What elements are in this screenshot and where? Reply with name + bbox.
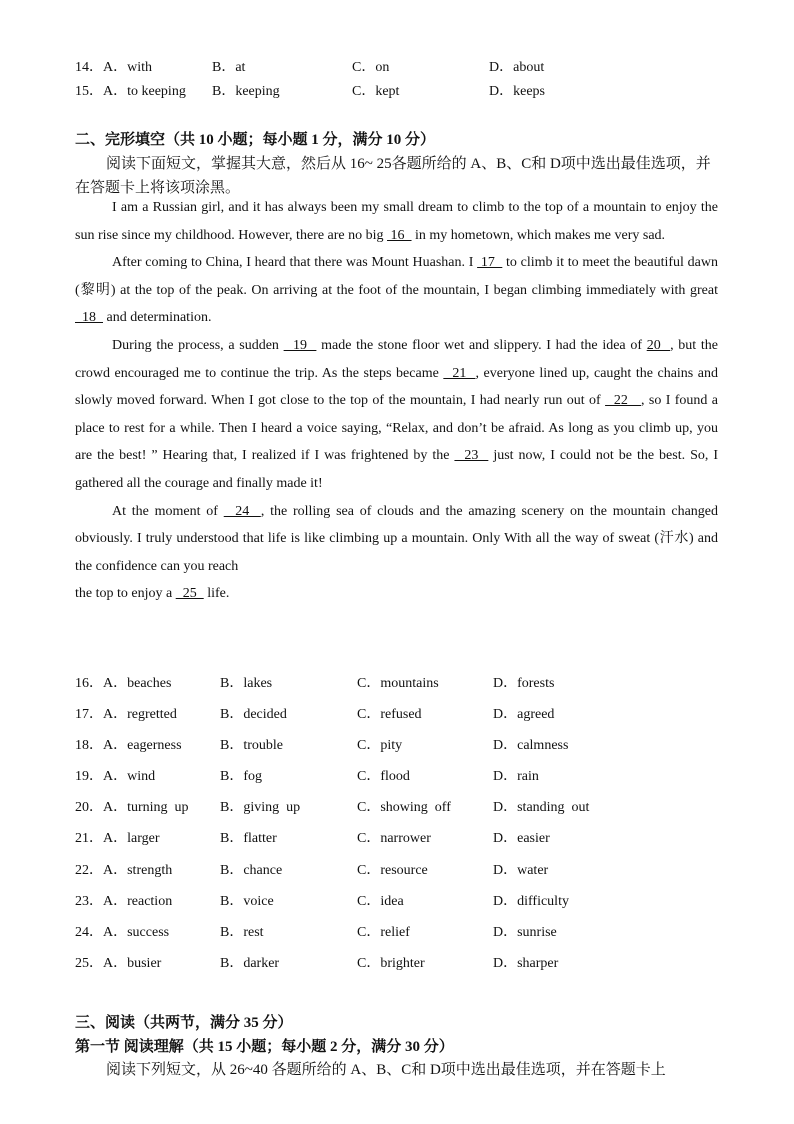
text: , everyone lined up, caught the chains and slowly moved forward. When I got close to the top of the mountain, I had nearly run out of: [75, 365, 719, 409]
blank-23: 23: [454, 448, 489, 464]
blank-19: 19: [283, 337, 317, 353]
text: After coming to China, I heard that there was Mount Huashan. I: [112, 255, 478, 271]
option-b: B．giving up: [220, 800, 301, 815]
text: in my hometown, which makes me very sad.: [411, 227, 666, 243]
instruction-text: 阅读下面短文，掌握其大意，然后从 16~ 25各题所给的 A、B、C和 D项中选出最佳选项，并在答题卡上将该项涂黑。: [75, 156, 711, 196]
instruction-text: 阅读下列短文，从 26~40 各题所给的 A、B、C和 D项中选出最佳选项，并在答题卡上: [106, 1062, 666, 1078]
option-d: D．difficulty: [493, 894, 569, 909]
question-number: 20．: [75, 800, 103, 815]
option-b: B．fog: [220, 769, 262, 784]
option-a: A．success: [103, 925, 170, 940]
section-3-title: 三、阅读（共两节，满分 35 分）: [75, 1015, 293, 1031]
blank-21: 21: [443, 365, 476, 381]
option-a: A．beaches: [103, 676, 172, 691]
question-number: 18．: [75, 738, 103, 753]
option-a: A．larger: [103, 831, 160, 846]
text: , the rolling sea of clouds and the amazing scenery on the mountain changed obviously. I truly understood that life is like climbing up a mountain. Only With all the way of sweat (汗水) and the confidence can you reach: [75, 503, 718, 574]
text: During the process, a sudden: [112, 337, 284, 353]
question-number: 19．: [75, 769, 103, 784]
cloze-passage: [75, 194, 718, 608]
question-number: 21．: [75, 831, 103, 846]
option-c: C．brighter: [357, 956, 425, 971]
option-b: B．keeping: [212, 84, 280, 99]
option-c: C．showing off: [357, 800, 451, 815]
question-number: 17．: [75, 707, 103, 722]
question-number: 15．: [75, 84, 103, 99]
blank-16: 16: [387, 227, 412, 243]
text: just now, I could not be the best. So, I gathered all the courage and finally made it!: [75, 448, 718, 491]
question-number: 25．: [75, 956, 103, 971]
option-a: A．eagerness: [103, 738, 182, 753]
option-c: C．pity: [357, 738, 403, 753]
text: I am a Russian girl, and it has always been my small dream to climb to the top of a mountain to enjoy the sun rise since my childhood. However, there are no big: [75, 200, 718, 243]
option-b: B．voice: [220, 894, 274, 909]
option-b: B．decided: [220, 707, 287, 722]
text: to climb it to meet the beautiful dawn (黎明) at the top of the peak. On arriving at the foot of the mountain, I began climbing immediately with great: [75, 255, 718, 298]
option-d: D．sharper: [493, 956, 559, 971]
blank-24: 24: [223, 503, 261, 519]
option-a: A．strength: [103, 863, 173, 878]
blank-20: 20: [646, 337, 671, 353]
option-b: B．rest: [220, 925, 264, 940]
option-d: D．calmness: [493, 738, 569, 753]
section-3-instruction: [75, 1058, 725, 1082]
option-d: D．easier: [493, 831, 550, 846]
text: made the stone floor wet and slippery. I had the idea of: [316, 337, 647, 353]
option-b: B．at: [212, 60, 246, 75]
blank-18: 18: [75, 310, 103, 326]
option-d: D．about: [489, 60, 545, 75]
option-c: C．refused: [357, 707, 422, 722]
text: At the moment of: [112, 503, 224, 519]
option-c: C．narrower: [357, 831, 431, 846]
text: , so I found a place to rest for a while. Then I heard a voice saying, “Relax, and don’t be afraid. As long as you climb up, you are the best! ” Hearing that, I realized if I was frightened by the: [75, 393, 718, 464]
option-c: C．kept: [352, 84, 400, 99]
option-d: D．keeps: [489, 84, 545, 99]
option-a: A．regretted: [103, 707, 177, 722]
question-number: 16．: [75, 676, 103, 691]
option-a: A．reaction: [103, 894, 173, 909]
option-c: C．idea: [357, 894, 404, 909]
option-b: B．trouble: [220, 738, 283, 753]
blank-22: 22: [605, 393, 641, 409]
blank-25: 25: [175, 586, 204, 602]
option-d: D．forests: [493, 676, 555, 691]
blank-17: 17: [477, 255, 503, 271]
question-number: 24．: [75, 925, 103, 940]
option-a: A．turning up: [103, 800, 189, 815]
option-d: D．sunrise: [493, 925, 557, 940]
option-a: A．wind: [103, 769, 156, 784]
option-d: D．standing out: [493, 800, 590, 815]
option-c: C．on: [352, 60, 390, 75]
paragraph-4: [75, 498, 718, 581]
option-a: A．to keeping: [103, 84, 186, 99]
text: , but the crowd encouraged me to continue the trip. As the steps became: [75, 337, 718, 381]
question-number: 22．: [75, 863, 103, 878]
option-a: A．with: [103, 60, 152, 75]
section-3-part-1-title: 第一节 阅读理解（共 15 小题；每小题 2 分，满分 30 分）: [75, 1039, 454, 1055]
option-d: D．agreed: [493, 707, 555, 722]
option-d: D．rain: [493, 769, 539, 784]
option-c: C．resource: [357, 863, 428, 878]
option-b: B．lakes: [220, 676, 273, 691]
option-b: B．flatter: [220, 831, 277, 846]
option-d: D．water: [493, 863, 549, 878]
text: and determination.: [103, 310, 212, 326]
paragraph-1: [75, 194, 718, 249]
paragraph-2: [75, 249, 718, 332]
option-b: B．chance: [220, 863, 283, 878]
question-number: 23．: [75, 894, 103, 909]
text: the top to enjoy a: [75, 586, 176, 602]
paragraph-5: [75, 580, 718, 608]
option-b: B．darker: [220, 956, 280, 971]
option-a: A．busier: [103, 956, 162, 971]
option-c: C．mountains: [357, 676, 439, 691]
question-number: 14．: [75, 60, 103, 75]
section-2-title: 二、完形填空（共 10 小题；每小题 1 分，满分 10 分）: [75, 132, 436, 148]
text: life.: [203, 586, 230, 602]
paragraph-3: [75, 332, 718, 498]
option-c: C．flood: [357, 769, 410, 784]
option-c: C．relief: [357, 925, 410, 940]
section-2-instruction: [75, 152, 725, 200]
